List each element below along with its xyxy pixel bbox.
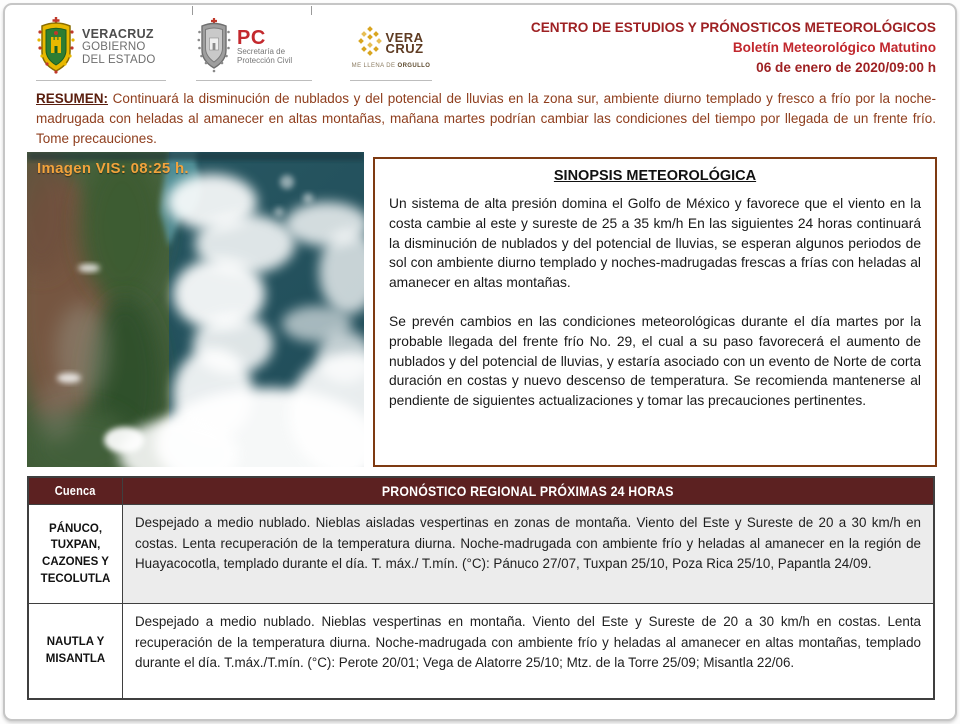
header-title-block bbox=[531, 18, 936, 78]
veracruz-pattern-icon bbox=[358, 26, 382, 61]
cuenca-cell bbox=[29, 505, 123, 603]
header-cuenca-label: Cuenca bbox=[55, 484, 96, 498]
header-pronostico-label: PRONÓSTICO REGIONAL PRÓXIMAS 24 HORAS bbox=[382, 483, 674, 499]
table-row bbox=[29, 603, 933, 698]
pc-shield-icon bbox=[196, 17, 232, 78]
satellite-caption: Imagen VIS: 08:25 h. bbox=[37, 160, 189, 177]
bulletin-subtitle: Boletín Meteorológico Matutino bbox=[732, 40, 936, 55]
logo-gobierno-veracruz bbox=[36, 14, 166, 81]
resumen-text: Continuará la disminución de nublados y del potencial de lluvias en la zona sur, ambiente diurno templado y fresco a frío por la noche-madrugada con heladas al amanecer en altas montañas, mañana martes podrían cambiar las condiciones del tiempo por llegada de un frente frío. Tome precauciones. bbox=[36, 91, 936, 146]
forecast-text: Despejado a medio nublado. Nieblas aisladas vespertinas en zonas de montaña. Viento del Este y Sureste de 20 a 30 km/h en costas. Lenta recuperación de la temperatura diurna. Noche-madrugada con ambiente frío y heladas al amanecer en la región de Huayacocotla, templado durante el día. T. máx./ T.mín. (°C): Pánuco 27/07, Tuxpan 25/10, Poza Rica 25/10, Papantla 24/09. bbox=[135, 515, 921, 571]
header-divider-tick bbox=[192, 6, 193, 15]
logo-veracruz-brand bbox=[350, 14, 432, 81]
resumen-label: RESUMEN: bbox=[36, 91, 109, 106]
brand-wordmark bbox=[385, 32, 423, 54]
table-row bbox=[29, 504, 933, 603]
gov-logo-text bbox=[82, 28, 156, 67]
pc-logo-line2: Protección Civil bbox=[237, 56, 293, 65]
sinopsis-paragraph-1: Un sistema de alta presión domina el Golfo de México y favorece que el viento en la costa cambie al este y sureste de 25 a 35 km/h En las siguientes 24 horas continuará la disminución de nublados y del potencial de lluvias, se esperan algunos periodos de sol con ambiente diurno templado y noches-madrugadas frescas a frías con heladas al amanecer en altas montañas. bbox=[389, 196, 921, 291]
forecast-table bbox=[27, 476, 935, 700]
org-title: CENTRO DE ESTUDIOS Y PRÓNOSTICOS METEOROLÓGICOS bbox=[530, 20, 936, 35]
brand-tagline-bold: ORGULLO bbox=[397, 62, 431, 69]
cuenca-name: PÁNUCO, TUXPAN, CAZONES Y TECOLUTLA bbox=[40, 522, 111, 585]
gov-logo-line2: GOBIERNO bbox=[82, 40, 146, 53]
header-divider-tick bbox=[311, 6, 312, 15]
sinopsis-paragraph-2: Se prevén cambios en las condiciones meteorológicas durante el día martes por la probable llegada del frente frío No. 29, el cual a su paso favorecerá el aumento de nublados y del potencial de lluvias, y estaría asociado con un evento de Norte de corta duración en costas y nuevo descenso de temperatura. Se recomienda mantenerse al pendiente de siguientes actualizaciones y tomar las precauciones pertinentes. bbox=[389, 313, 921, 409]
gov-logo-line3: DEL ESTADO bbox=[82, 53, 156, 66]
satellite-image bbox=[27, 152, 364, 467]
gov-logo-name: VERACRUZ bbox=[82, 26, 154, 41]
brand-word-vera: VERA bbox=[385, 30, 424, 45]
forecast-cell bbox=[123, 604, 933, 698]
sinopsis-title: SINOPSIS METEOROLÓGICA bbox=[553, 168, 757, 184]
header-cell-pronostico bbox=[123, 478, 933, 504]
cuenca-name: NAUTLA Y MISANTLA bbox=[45, 636, 106, 665]
brand-tagline-prefix: ME LLENA DE bbox=[351, 62, 398, 69]
pc-logo-line1: Secretaría de bbox=[237, 47, 286, 56]
forecast-text: Despejado a medio nublado. Nieblas vespertinas en montaña. Viento del Este y Sureste de 20 a 30 km/h en costas. Lenta recuperación de la temperatura diurna. Noche-madrugada con ambiente frío y heladas al amanecer en altas montañas, templado durante el día. T.máx./T.mín. (°C): Perote 20/01; Vega de Alatorre 25/10; Mtz. de la Torre 25/09; Misantla 22/06. bbox=[135, 614, 921, 670]
logo-proteccion-civil bbox=[196, 14, 312, 81]
bulletin-date: 06 de enero de 2020/09:00 h bbox=[756, 60, 936, 75]
pc-logo-text bbox=[237, 29, 292, 65]
brand-word-cruz: CRUZ bbox=[385, 41, 424, 56]
resumen-paragraph bbox=[36, 89, 936, 149]
sinopsis-box bbox=[373, 157, 937, 467]
cuenca-cell bbox=[29, 604, 123, 698]
brand-tagline bbox=[352, 63, 431, 69]
veracruz-coat-of-arms-icon bbox=[36, 16, 76, 79]
header-cell-cuenca bbox=[29, 478, 123, 504]
forecast-cell bbox=[123, 505, 933, 603]
forecast-table-header-row bbox=[29, 478, 933, 504]
pc-logo-abbr: PC bbox=[237, 27, 266, 49]
